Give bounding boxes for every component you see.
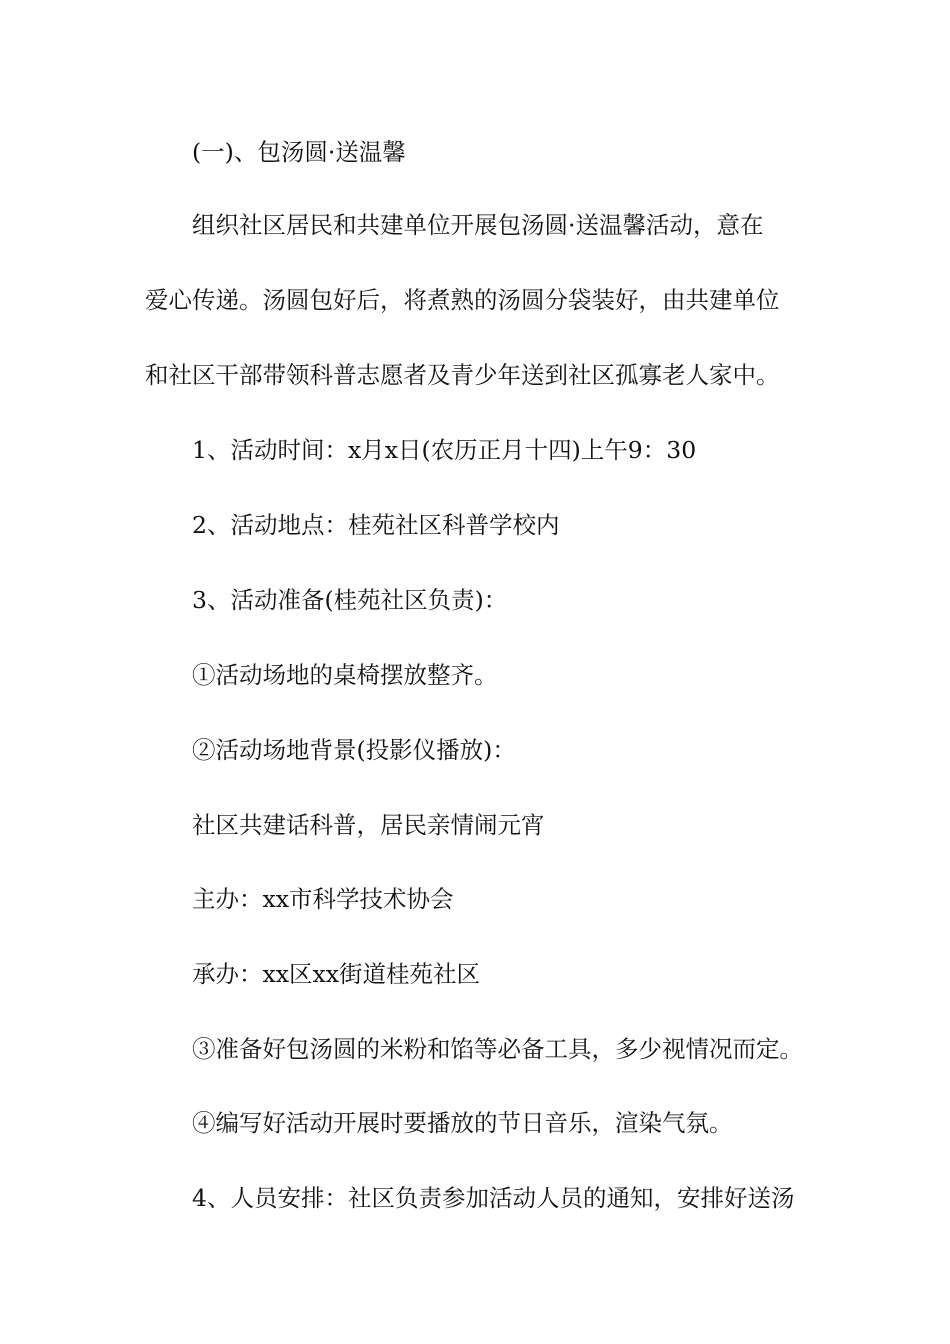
item-activity-prep: 3、活动准备(桂苑社区负责)： [192,586,508,614]
intro-line-2: 爱心传递。汤圆包好后，将煮熟的汤圆分袋装好，由共建单位 [145,286,780,314]
prep-item-1: ①活动场地的桌椅摆放整齐。 [192,661,498,689]
organizer-line: 承办：xx区xx街道桂苑社区 [192,960,481,988]
banner-text: 社区共建话科普，居民亲情闹元宵 [192,811,545,839]
item-staff-arrangement: 4、人员安排：社区负责参加活动人员的通知，安排好送汤 [192,1184,795,1212]
prep-item-4: ④编写好活动开展时要播放的节日音乐，渲染气氛。 [192,1109,733,1137]
item-activity-place: 2、活动地点：桂苑社区科普学校内 [192,511,560,539]
prep-item-3: ③准备好包汤圆的米粉和馅等必备工具，多少视情况而定。 [192,1035,803,1063]
intro-line-1: 组织社区居民和共建单位开展包汤圆·送温馨活动，意在 [192,211,764,239]
prep-item-2: ②活动场地背景(投影仪播放)： [192,736,516,764]
intro-line-3: 和社区干部带领科普志愿者及青少年送到社区孤寡老人家中。 [145,361,780,389]
section-heading: (一)、包汤圆·送温馨 [192,138,406,166]
host-line: 主办：xx市科学技术协会 [192,885,454,913]
item-activity-time: 1、活动时间：x月x日(农历正月十四)上午9：30 [192,436,697,464]
